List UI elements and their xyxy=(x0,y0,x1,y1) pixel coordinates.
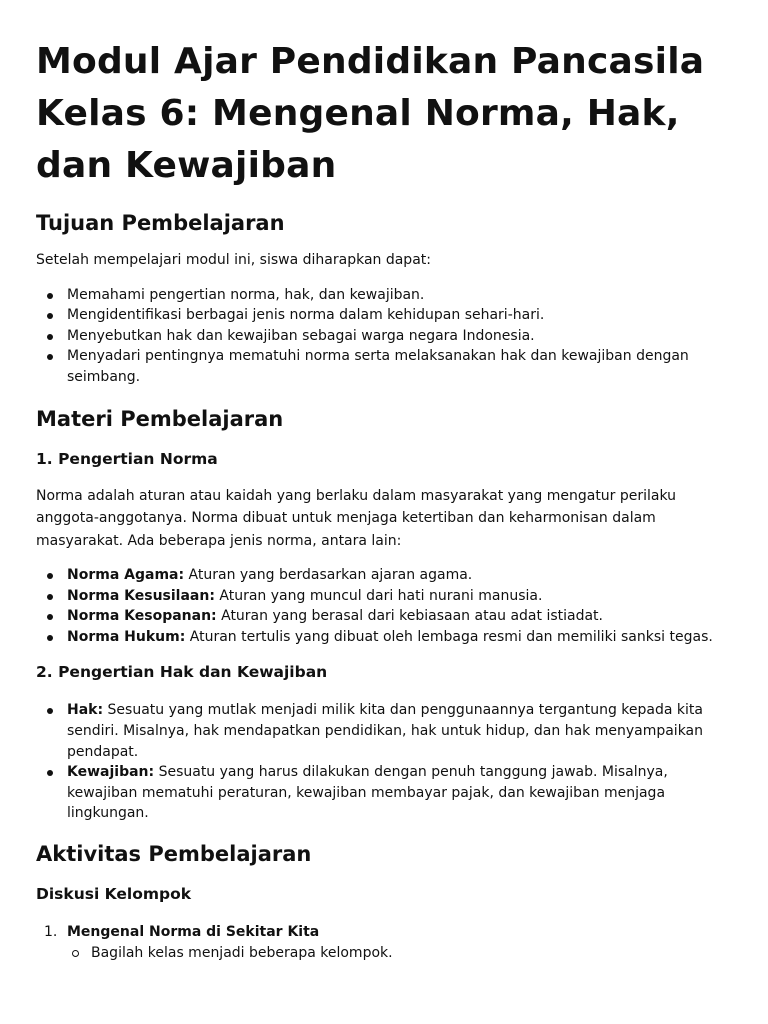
list-item xyxy=(36,627,736,648)
list-item xyxy=(36,922,736,963)
norma-term: Norma Kesopanan: xyxy=(67,608,217,625)
tujuan-list xyxy=(36,285,736,388)
subsection-heading-norma: 1. Pengertian Norma xyxy=(36,449,218,468)
kewajiban-term: Kewajiban: xyxy=(67,764,155,781)
activity-title: Mengenal Norma di Sekitar Kita xyxy=(67,924,320,940)
norma-desc: Aturan yang berdasarkan ajaran agama. xyxy=(184,567,473,584)
list-item: Menyebutkan hak dan kewajiban sebagai warga negara Indonesia. xyxy=(36,326,736,347)
hak-list xyxy=(36,700,736,824)
hak-desc: Sesuatu yang mutlak menjadi milik kita dan penggunaannya tergantung kepada kita sendiri. Misalnya, hak mendapatkan pendidikan, hak untuk hidup, dan hak menyampaikan pendapat. xyxy=(67,702,704,760)
section-heading-aktivitas: Aktivitas Pembelajaran xyxy=(36,842,312,866)
list-item: Memahami pengertian norma, hak, dan kewajiban. xyxy=(36,285,736,306)
sub-list-item: Bagilah kelas menjadi beberapa kelompok. xyxy=(67,943,736,964)
item-number: 1. xyxy=(44,924,58,940)
tujuan-intro: Setelah mempelajari modul ini, siswa diharapkan dapat: xyxy=(36,252,431,268)
hak-term: Hak: xyxy=(67,702,104,719)
list-item xyxy=(36,700,736,762)
list-item xyxy=(36,762,736,824)
list-item xyxy=(36,606,736,627)
list-item: Menyadari pentingnya mematuhi norma serta melaksanakan hak dan kewajiban dengan seimbang. xyxy=(36,346,736,387)
section-heading-materi: Materi Pembelajaran xyxy=(36,406,284,431)
sub-list xyxy=(67,943,736,964)
aktivitas-list xyxy=(36,922,736,963)
list-item xyxy=(36,565,736,586)
norma-desc: Aturan yang berasal dari kebiasaan atau adat istiadat. xyxy=(216,608,603,625)
subsection-heading-diskusi: Diskusi Kelompok xyxy=(36,885,192,903)
norma-desc: Aturan yang muncul dari hati nurani manusia. xyxy=(214,587,543,604)
list-item xyxy=(36,586,736,607)
subsection-heading-hak: 2. Pengertian Hak dan Kewajiban xyxy=(36,663,328,682)
list-item: Mengidentifikasi berbagai jenis norma dalam kehidupan sehari-hari. xyxy=(36,305,736,326)
norma-term: Norma Agama: xyxy=(67,567,185,584)
kewajiban-desc: Sesuatu yang harus dilakukan dengan penuh tanggung jawab. Misalnya, kewajiban mematuhi peraturan, kewajiban membayar pajak, dan kewajiban menjaga lingkungan. xyxy=(67,764,668,822)
document-title: Modul Ajar Pendidikan Pancasila Kelas 6: Mengenal Norma, Hak, dan Kewajiban xyxy=(36,41,705,186)
norma-term: Norma Hukum: xyxy=(67,628,186,645)
section-heading-tujuan: Tujuan Pembelajaran xyxy=(36,211,285,235)
norma-paragraph: Norma adalah aturan atau kaidah yang berlaku dalam masyarakat yang mengatur perilaku anggota-anggotanya. Norma dibuat untuk menjaga ketertiban dan keharmonisan dalam masyarakat. Ada beberapa jenis norma, antara lain: xyxy=(36,487,677,549)
norma-term: Norma Kesusilaan: xyxy=(67,587,215,604)
norma-list xyxy=(36,565,736,647)
norma-desc: Aturan tertulis yang dibuat oleh lembaga resmi dan memiliki sanksi tegas. xyxy=(185,628,713,645)
document-page xyxy=(36,0,736,963)
